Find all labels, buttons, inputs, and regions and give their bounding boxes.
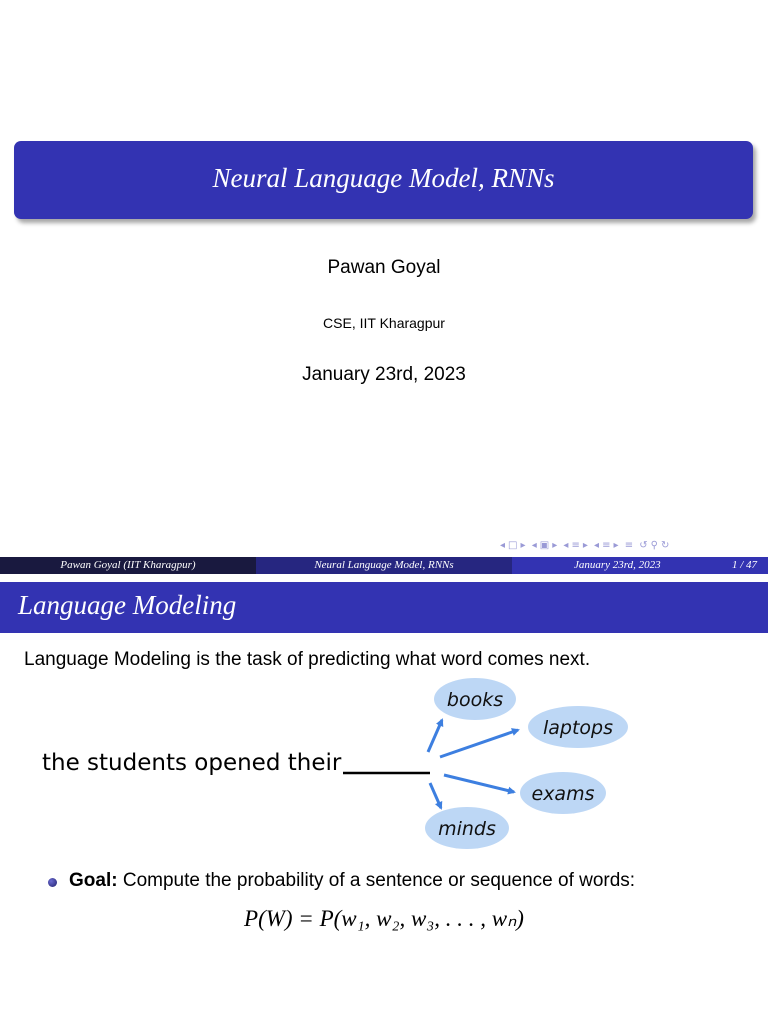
author-name: Pawan Goyal <box>327 257 441 278</box>
nav-toc-icon[interactable]: ≡ <box>624 540 634 551</box>
nav-prev-icon[interactable]: ◂ <box>500 540 506 551</box>
nav-prev-icon[interactable]: ◂ <box>563 540 569 551</box>
nav-section-icon[interactable]: ≡ <box>602 540 611 551</box>
word-prediction-diagram <box>0 670 768 860</box>
nav-next-icon[interactable]: ▸ <box>520 540 526 551</box>
bubble-laptops <box>528 706 628 748</box>
nav-back-icon[interactable]: ↺ <box>639 540 648 551</box>
footer-author: Pawan Goyal (IIT Kharagpur) <box>0 557 256 574</box>
nav-prev-icon[interactable]: ◂ <box>594 540 600 551</box>
goal-bullet <box>69 870 635 892</box>
institute: CSE, IIT Kharagpur <box>323 315 445 331</box>
arrow-books <box>428 720 442 752</box>
nav-slide-icon[interactable]: □ <box>508 540 518 551</box>
bullet-icon <box>48 878 57 887</box>
footer-page-number: 1 / 47 <box>731 559 757 571</box>
goal-label: Goal: <box>69 870 118 891</box>
bubble-books <box>434 678 516 720</box>
navigation-symbols[interactable] <box>500 538 762 554</box>
bubble-minds <box>425 807 509 849</box>
intro-text: Language Modeling is the task of predicting what word comes next. <box>24 649 591 670</box>
frame-title-bar <box>0 582 768 633</box>
footer-date: January 23rd, 2023 <box>574 559 661 571</box>
nav-next-icon[interactable]: ▸ <box>613 540 619 551</box>
slide-title: Neural Language Model, RNNs <box>212 162 555 193</box>
presentation-date: January 23rd, 2023 <box>302 364 466 385</box>
arrow-exams <box>444 775 514 792</box>
word-laptops: laptops <box>542 717 614 739</box>
goal-text: Compute the probability of a sentence or sequence of words: <box>117 870 636 891</box>
footer-right <box>512 557 768 574</box>
arrow-minds <box>430 783 441 808</box>
title-box <box>14 141 753 219</box>
nav-subsection-icon[interactable]: ≡ <box>571 540 580 551</box>
nav-next-icon[interactable]: ▸ <box>582 540 588 551</box>
nav-prev-icon[interactable]: ◂ <box>531 540 537 551</box>
nav-forward-icon[interactable]: ↻ <box>660 540 670 551</box>
frame-title: Language Modeling <box>18 590 237 620</box>
bubble-exams <box>520 772 606 814</box>
probability-formula: P(W) = P(w₁, w₂, w₃, . . . , wₙ) <box>244 906 524 931</box>
nav-next-icon[interactable]: ▸ <box>552 540 558 551</box>
word-exams: exams <box>531 783 595 805</box>
footer-bar <box>0 557 768 574</box>
sentence-text: the students opened their <box>42 750 342 776</box>
nav-frame-icon[interactable]: ▣ <box>539 540 550 551</box>
word-minds: minds <box>438 818 496 840</box>
arrow-laptops <box>440 730 518 757</box>
nav-search-icon[interactable]: ⚲ <box>650 540 658 551</box>
word-books: books <box>446 689 504 711</box>
footer-title: Neural Language Model, RNNs <box>256 557 512 574</box>
